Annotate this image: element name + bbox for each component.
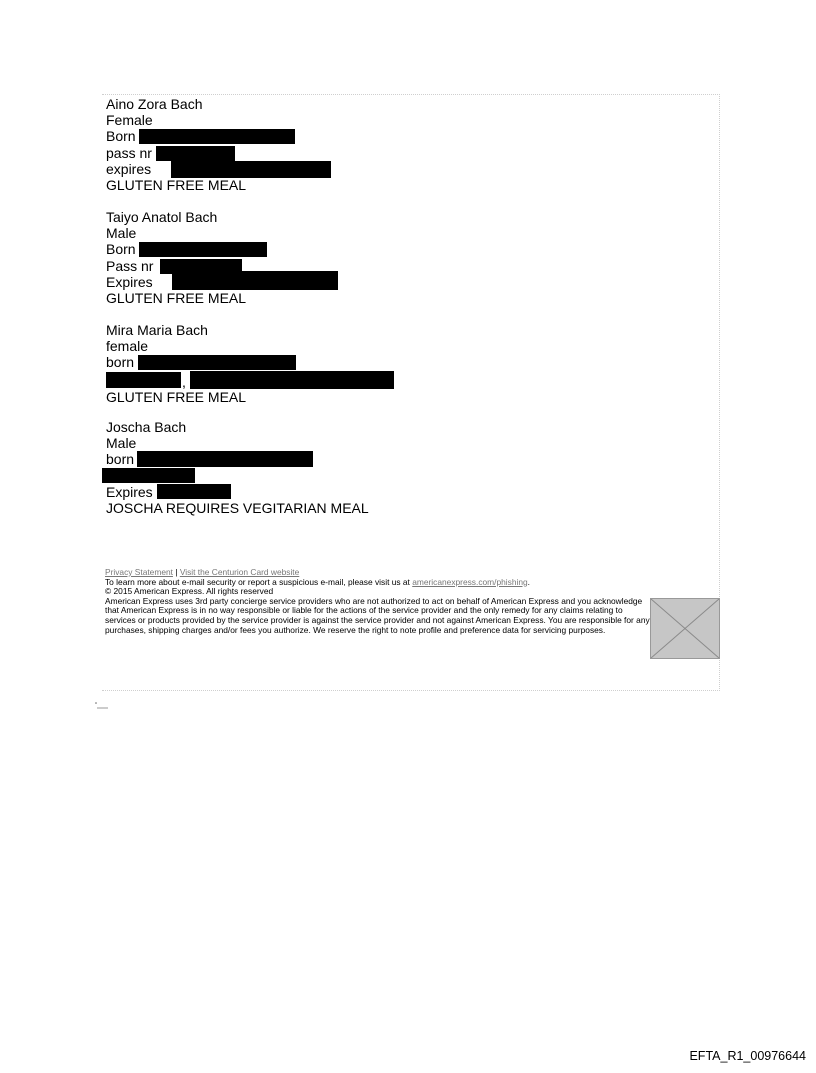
separator-comma: , — [182, 373, 186, 390]
passenger-block — [106, 209, 246, 306]
redaction — [137, 451, 313, 467]
link-separator: | — [175, 567, 178, 577]
expires-line — [106, 161, 246, 177]
centurion-card-link[interactable]: Visit the Centurion Card website — [179, 567, 300, 577]
born-label: Born — [106, 241, 136, 258]
passenger-name: Aino Zora Bach — [106, 96, 203, 112]
expires-line — [106, 484, 369, 500]
stray-mark-icon — [95, 700, 109, 710]
expires-label: expires — [106, 160, 152, 177]
born-line — [106, 354, 246, 370]
meal-request: GLUTEN FREE MEAL — [106, 177, 247, 194]
expires-label: Expires — [106, 273, 153, 290]
passport-label: pass nr — [106, 144, 152, 161]
passenger-name: Mira Maria Bach — [106, 322, 208, 338]
broken-image-icon — [651, 599, 719, 658]
redaction — [190, 371, 394, 389]
redaction — [139, 242, 267, 257]
passenger-name: Joscha Bach — [106, 419, 187, 435]
passenger-gender: Male — [106, 225, 137, 242]
born-label: born — [106, 451, 135, 468]
meal-request: JOSCHA REQUIRES VEGITARIAN MEAL — [106, 499, 369, 516]
redaction — [157, 484, 231, 499]
security-text: To learn more about e-mail security or report a suspicious e-mail, please visit us at — [105, 576, 410, 587]
expires-label: Expires — [106, 483, 153, 500]
security-end: . — [527, 576, 530, 587]
disclaimer: American Express uses 3rd party concierge service providers who are not authorized to act on behalf of American Express and you acknowledge that American Express is in no way responsible or liable for the actions of the service provider and the only remedy for any claims relating to services or products provided by the service provider is against the service provider and not against American Express. You are responsible for any purchases, shipping charges and/or fees you authorize. We reserve the right to note profile and preference data for servicing purposes. — [105, 595, 650, 635]
passenger-gender: Male — [106, 435, 137, 452]
redaction — [172, 271, 338, 290]
redaction — [138, 355, 296, 370]
born-line — [106, 128, 246, 144]
born-label: born — [106, 354, 135, 371]
broken-image-placeholder — [650, 598, 720, 659]
passenger-block — [106, 96, 246, 193]
redaction — [171, 161, 331, 178]
document-id: EFTA_R1_00976644 — [689, 1049, 806, 1063]
passport-label: Pass nr — [106, 257, 154, 274]
passenger-gender: Female — [106, 112, 153, 129]
born-line — [106, 451, 369, 467]
passport-expiry-line — [106, 371, 246, 389]
redaction — [102, 468, 195, 483]
passport-line — [106, 468, 369, 484]
expires-line — [106, 274, 246, 290]
phishing-link[interactable]: americanexpress.com/phishing — [412, 576, 528, 587]
passport-line — [106, 145, 246, 161]
meal-request: GLUTEN FREE MEAL — [106, 290, 247, 307]
passenger-name: Taiyo Anatol Bach — [106, 209, 218, 225]
redaction — [139, 129, 295, 144]
redaction — [106, 372, 181, 388]
born-label: Born — [106, 128, 136, 145]
privacy-statement-link[interactable]: Privacy Statement — [105, 567, 173, 577]
meal-request: GLUTEN FREE MEAL — [106, 388, 247, 405]
email-footer — [105, 568, 650, 635]
redaction — [156, 146, 235, 161]
passenger-block — [106, 419, 369, 516]
copyright: © 2015 American Express. All rights reserved — [105, 586, 274, 597]
passenger-block — [106, 322, 246, 405]
passenger-gender: female — [106, 338, 149, 355]
born-line — [106, 241, 246, 257]
